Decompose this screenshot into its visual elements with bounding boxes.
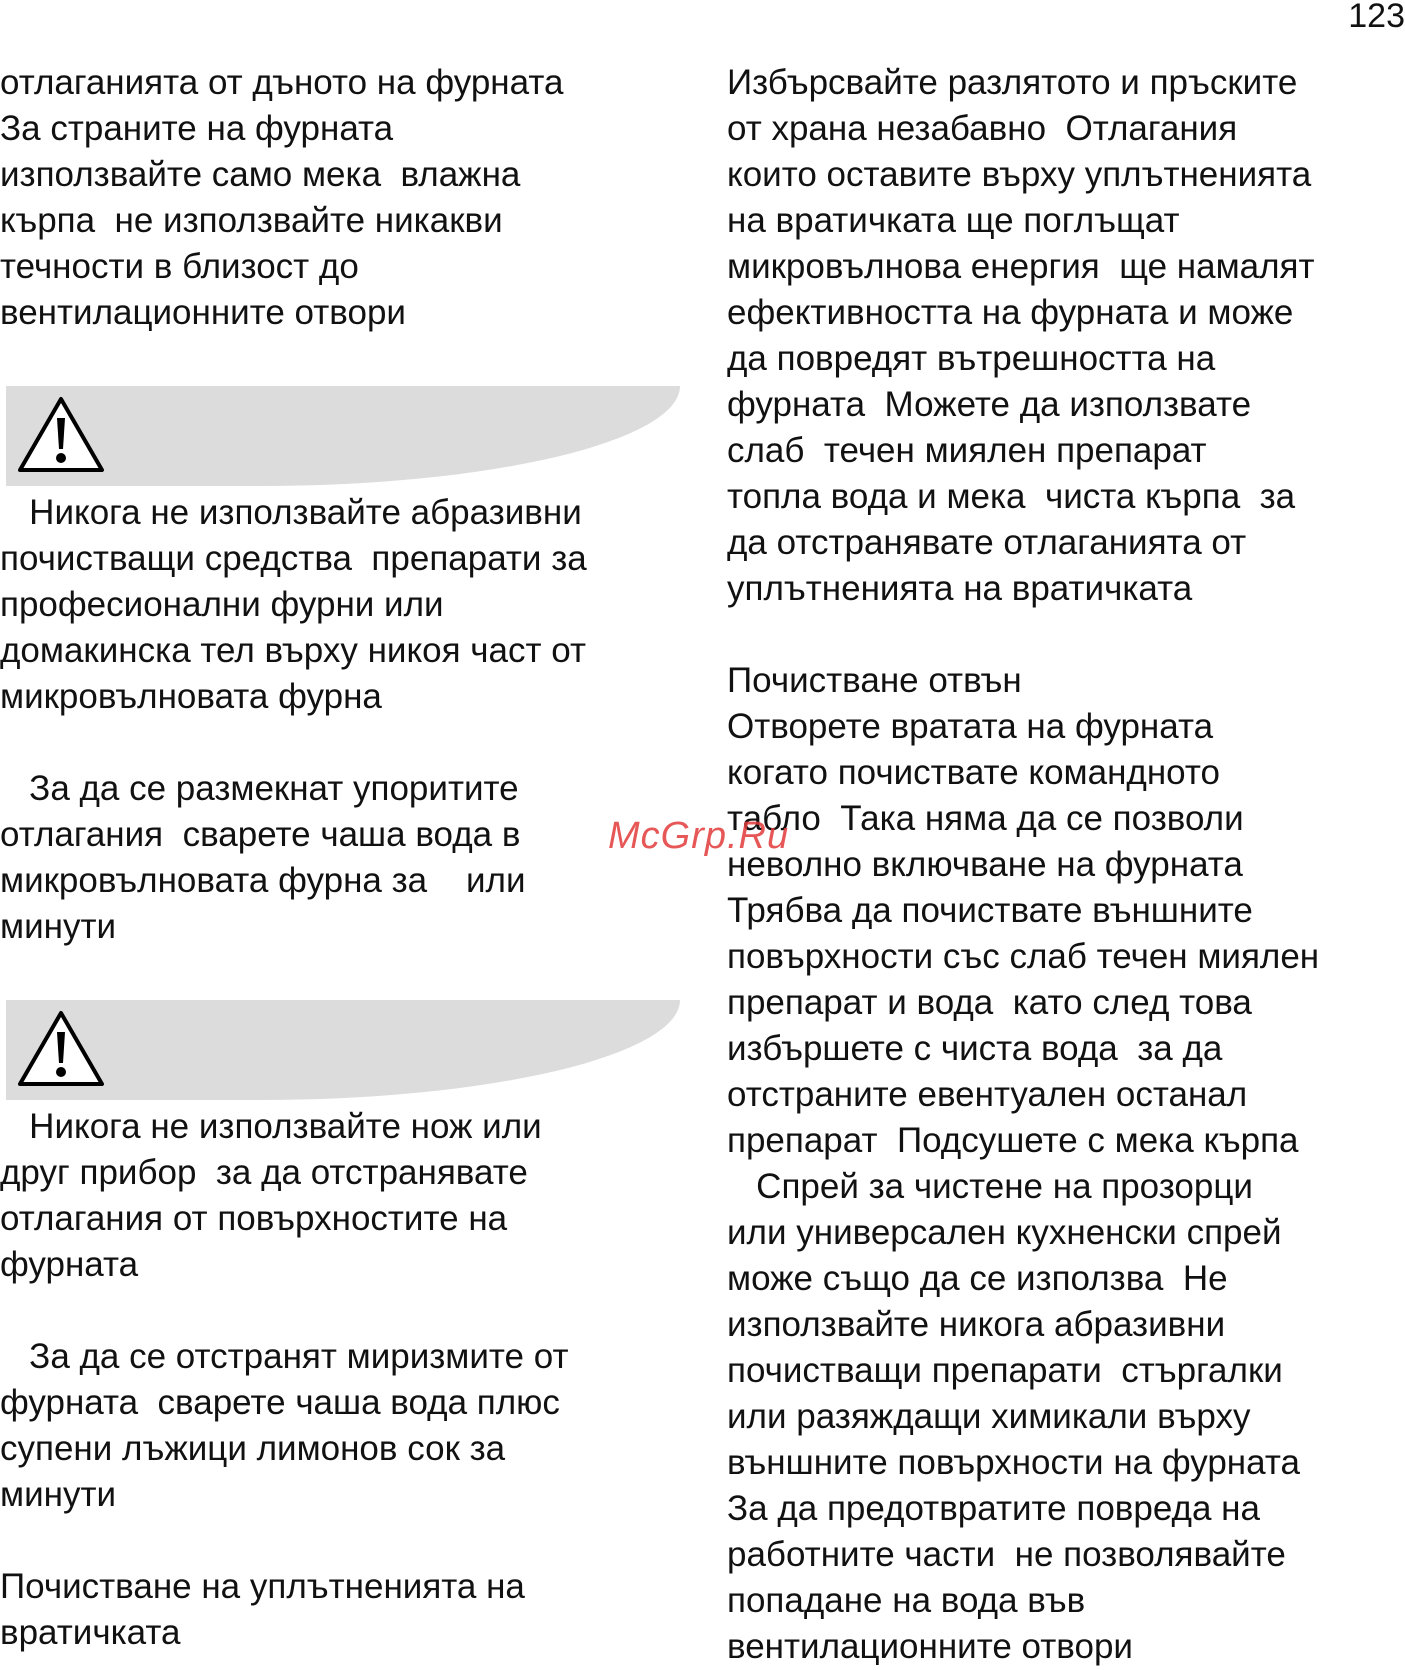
text-line: друг прибор за да отстранявате	[0, 1153, 528, 1192]
intro-paragraph	[0, 60, 680, 336]
text-line: когато почиствате командното	[727, 753, 1220, 792]
text-line: Отворете вратата на фурната	[727, 707, 1214, 746]
warning-band-background	[6, 386, 680, 486]
text-line: ефективността на фурната и може	[727, 293, 1294, 332]
text-line: микровълнова енергия ще намалят	[727, 247, 1315, 286]
text-line: попадане на вода във	[727, 1581, 1086, 1620]
text-line: минути	[0, 907, 117, 946]
text-line: уплътненията на вратичката	[727, 569, 1193, 608]
text-line: За страните на фурната	[0, 109, 394, 148]
text-line: от храна незабавно Отлагания	[727, 109, 1238, 148]
text-line: може също да се използва Не	[727, 1259, 1228, 1298]
text-line: Никога не използвайте нож или	[0, 1107, 542, 1146]
text-line: фурната сварете чаша вода плюс	[0, 1383, 560, 1422]
spacer	[0, 1288, 680, 1334]
text-line: повърхности със слаб течен миялен	[727, 937, 1320, 976]
warning2-paragraph	[0, 1104, 680, 1288]
spacer	[0, 336, 680, 382]
text-line: отлаганията от дъното на фурната	[0, 63, 564, 102]
seal-cleaning-paragraph	[727, 60, 1405, 612]
text-line: За да предотвратите повреда на	[727, 1489, 1260, 1528]
text-line: отлагания сварете чаша вода в	[0, 815, 521, 854]
watermark: McGrp.Ru	[608, 815, 790, 857]
text-line: професионални фурни или	[0, 585, 444, 624]
text-line: на вратичката ще поглъщат	[727, 201, 1180, 240]
text-line: външните повърхности на фурната	[727, 1443, 1300, 1482]
text-line: използвайте само мека влажна	[0, 155, 521, 194]
text-line: които оставите върху уплътненията	[727, 155, 1312, 194]
warning-banner	[0, 1000, 680, 1100]
text-line: табло Така няма да се позволи	[727, 799, 1244, 838]
text-line: супени лъжици лимонов сок за	[0, 1429, 506, 1468]
text-line: почистващи средства препарати за	[0, 539, 587, 578]
text-line: фурната	[0, 1245, 139, 1284]
text-line: течности в близост до	[0, 247, 359, 286]
text-line: препарат Подсушете с мека кърпа	[727, 1121, 1299, 1160]
text-line: вентилационните отвори	[727, 1627, 1133, 1666]
spacer	[0, 720, 680, 766]
tip1-paragraph	[0, 766, 680, 950]
spacer	[727, 612, 1405, 658]
text-line: или разяждащи химикали върху	[727, 1397, 1251, 1436]
left-column	[0, 60, 680, 1656]
section-heading-door-seals	[0, 1564, 680, 1656]
warning-band-background	[6, 1000, 680, 1100]
spacer	[0, 1518, 680, 1564]
warning-triangle-icon	[16, 1008, 106, 1088]
text-line: вратичката	[0, 1613, 181, 1652]
page-number: 123	[1348, 0, 1405, 35]
text-line: Никога не използвайте абразивни	[0, 493, 582, 532]
text-line: Избърсвайте разлятото и пръските	[727, 63, 1298, 102]
text-line: микровълновата фурна	[0, 677, 382, 716]
text-line: или универсален кухненски спрей	[727, 1213, 1282, 1252]
text-line: За да се размекнат упоритите	[0, 769, 519, 808]
text-line: да повредят вътрешността на	[727, 339, 1216, 378]
text-line: фурната Можете да използвате	[727, 385, 1252, 424]
text-line: работните части не позволявайте	[727, 1535, 1286, 1574]
text-line: Почистване на уплътненията на	[0, 1567, 525, 1606]
text-line: За да се отстранят миризмите от	[0, 1337, 569, 1376]
spacer	[0, 950, 680, 996]
text-line: отстраните евентуален останал	[727, 1075, 1248, 1114]
text-line: почистващи препарати стъргалки	[727, 1351, 1283, 1390]
text-line: използвайте никога абразивни	[727, 1305, 1226, 1344]
warning1-paragraph	[0, 490, 680, 720]
text-line: избършете с чиста вода за да	[727, 1029, 1223, 1068]
text-line: Спрей за чистене на прозорци	[727, 1167, 1253, 1206]
text-line: микровълновата фурна за или	[0, 861, 526, 900]
text-line: отлагания от повърхностите на	[0, 1199, 508, 1238]
text-line: неволно включване на фурната	[727, 845, 1243, 884]
text-line: вентилационните отвори	[0, 293, 406, 332]
text-line: препарат и вода като след това	[727, 983, 1252, 1022]
text-line: домакинска тел върху никоя част от	[0, 631, 586, 670]
tip2-paragraph	[0, 1334, 680, 1518]
text-line: кърпа не използвайте никакви	[0, 201, 503, 240]
text-line: минути	[0, 1475, 117, 1514]
warning-banner	[0, 386, 680, 486]
text-line: Трябва да почиствате външните	[727, 891, 1253, 930]
section-heading-exterior: Почистване отвън	[727, 661, 1022, 700]
text-line: топла вода и мека чиста кърпа за	[727, 477, 1296, 516]
text-line: да отстранявате отлаганията от	[727, 523, 1247, 562]
text-line: слаб течен миялен препарат	[727, 431, 1207, 470]
exterior-cleaning-paragraph	[727, 658, 1405, 1670]
warning-triangle-icon	[16, 394, 106, 474]
right-column	[727, 60, 1405, 1670]
